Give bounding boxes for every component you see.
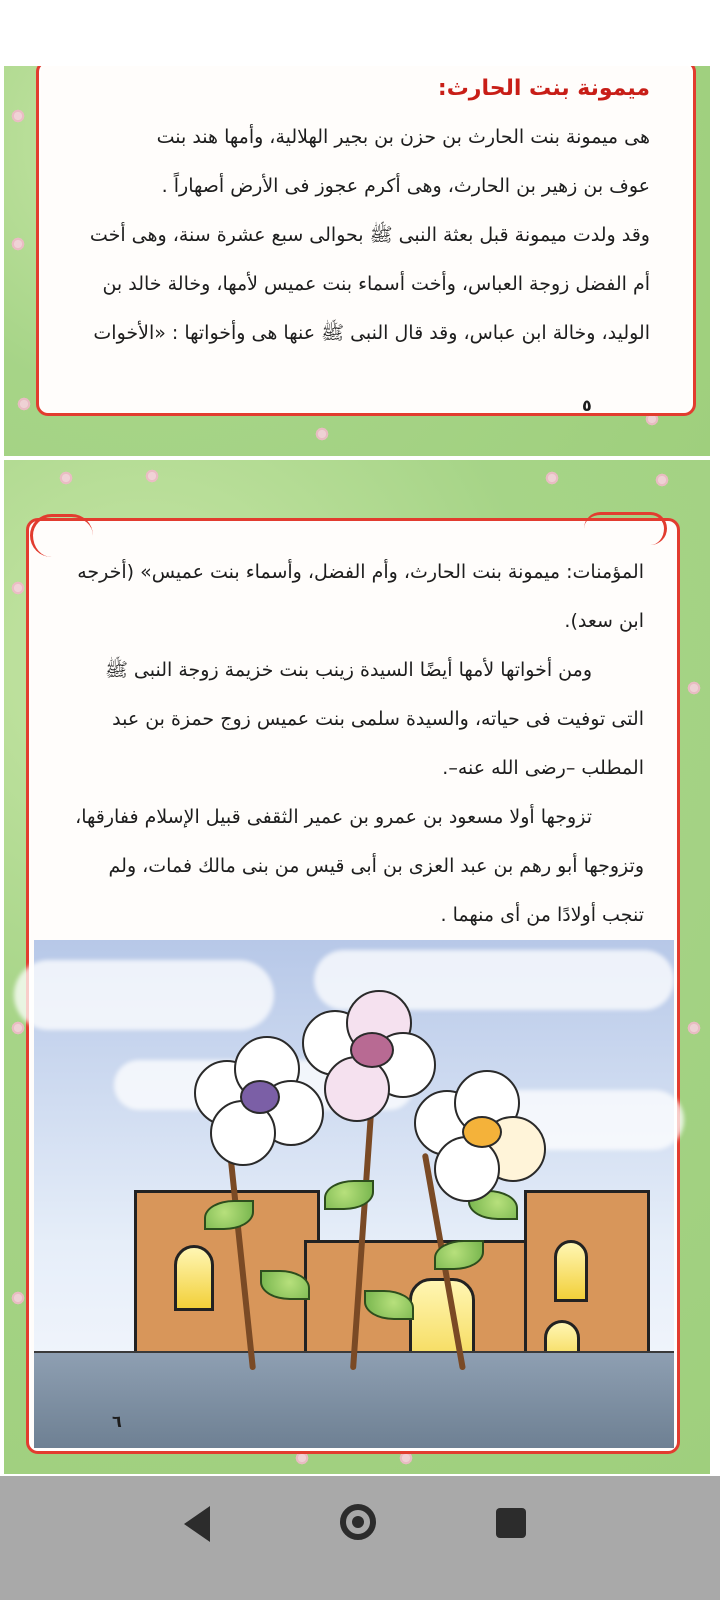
text-line: أم الفضل زوجة العباس، وأخت أسماء بنت عميس لأمها، وخالة خالد بن	[102, 273, 650, 295]
page-number: ٥	[582, 396, 592, 415]
decor-flower	[654, 472, 670, 488]
text-line: ومن أخواتها لأمها أيضًا السيدة زينب بنت خزيمة زوجة النبى ﷺ	[104, 659, 592, 681]
back-triangle-icon[interactable]	[184, 1506, 210, 1542]
flower-center	[240, 1080, 280, 1114]
text-line: ابن سعد).	[564, 610, 644, 632]
cloud	[14, 960, 274, 1030]
house-window	[174, 1245, 214, 1311]
flower-center	[350, 1032, 394, 1068]
decor-flower	[10, 236, 26, 252]
recents-square-icon[interactable]	[496, 1508, 526, 1538]
decor-flower	[314, 426, 330, 442]
page-5-text	[54, 76, 650, 358]
flower-center	[462, 1116, 502, 1148]
text-line: التى توفيت فى حياته، والسيدة سلمى بنت عميس زوج حمزة بن عبد	[112, 708, 644, 730]
page-6-text	[44, 548, 644, 940]
decor-flower	[686, 680, 702, 696]
decor-flower	[10, 1020, 26, 1036]
section-heading: ميمونة بنت الحارث:	[437, 76, 650, 101]
book-page-5	[4, 66, 710, 456]
text-line: هى ميمونة بنت الحارث بن حزن بن بجير الهلالية، وأمها هند بنت	[156, 126, 650, 148]
decor-flower	[58, 470, 74, 486]
text-line: عوف بن زهير بن الحارث، وهى أكرم عجوز فى الأرض أصهاراً .	[161, 175, 650, 197]
text-line: تزوجها أولا مسعود بن عمرو بن عمير الثقفى قبيل الإسلام ففارقها،	[75, 806, 592, 828]
text-line: وقد ولدت ميمونة قبل بعثة النبى ﷺ بحوالى سبع عشرة سنة، وهى أخت	[89, 224, 650, 246]
home-circle-icon[interactable]	[340, 1504, 376, 1540]
frame-ornament	[584, 512, 667, 545]
decor-flower	[544, 470, 560, 486]
navigation-bar	[0, 1476, 720, 1600]
flowers-house-illustration	[34, 940, 674, 1448]
text-line: وتزوجها أبو رهم بن عبد العزى بن أبى قيس من بنى مالك فمات، ولم	[108, 855, 644, 877]
text-line: المؤمنات: ميمونة بنت الحارث، وأم الفضل، وأسماء بنت عميس» (أخرجه	[77, 561, 644, 583]
decor-flower	[10, 1290, 26, 1306]
decor-flower	[10, 108, 26, 124]
text-line: الوليد، وخالة ابن عباس، وقد قال النبى ﷺ عنها هى وأخواتها : «الأخوات	[93, 322, 650, 344]
text-line: تنجب أولادًا من أى منهما .	[440, 904, 644, 926]
decor-flower	[10, 580, 26, 596]
text-line: المطلب –رضى الله عنه–.	[442, 757, 644, 779]
page-number: ٦	[112, 1412, 122, 1431]
decor-flower	[144, 468, 160, 484]
decor-flower	[16, 396, 32, 412]
house-window	[554, 1240, 588, 1302]
decor-flower	[686, 1020, 702, 1036]
book-page-6	[4, 460, 710, 1474]
